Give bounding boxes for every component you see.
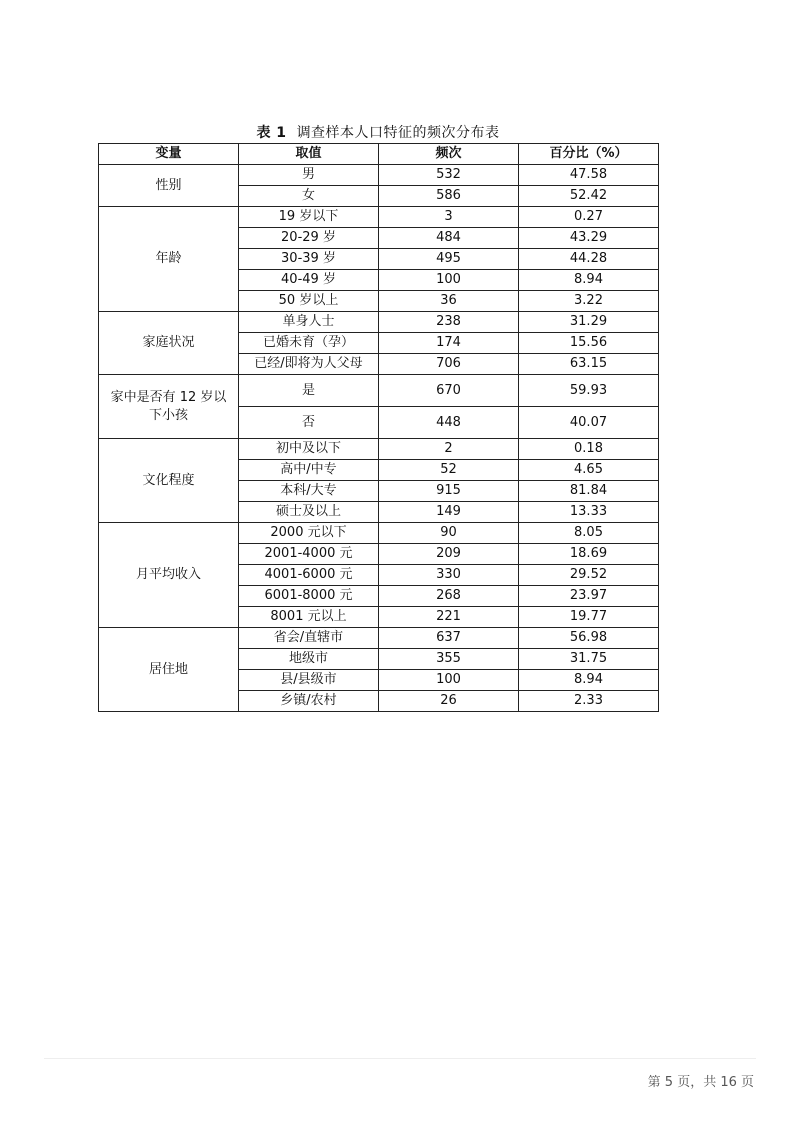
value-cell: 19 岁以下 (239, 207, 379, 228)
percent-cell: 3.22 (519, 291, 659, 312)
value-cell: 50 岁以上 (239, 291, 379, 312)
variable-cell: 性别 (99, 165, 239, 207)
table-title: 调查样本人口特征的频次分布表 (296, 125, 500, 141)
value-cell: 县/县级市 (239, 670, 379, 691)
percent-cell: 15.56 (519, 333, 659, 354)
count-cell: 90 (379, 523, 519, 544)
count-cell: 495 (379, 249, 519, 270)
percent-cell: 4.65 (519, 460, 659, 481)
count-cell: 238 (379, 312, 519, 333)
table-header-row (99, 144, 659, 165)
table-row (99, 628, 659, 649)
count-cell: 915 (379, 481, 519, 502)
table-row (99, 439, 659, 460)
value-cell: 省会/直辖市 (239, 628, 379, 649)
value-cell: 否 (239, 407, 379, 439)
table-row (99, 375, 659, 407)
table-row (99, 523, 659, 544)
value-cell: 已经/即将为人父母 (239, 354, 379, 375)
count-cell: 670 (379, 375, 519, 407)
percent-cell: 8.94 (519, 270, 659, 291)
header-count: 频次 (379, 144, 519, 165)
value-cell: 乡镇/农村 (239, 691, 379, 712)
percent-cell: 13.33 (519, 502, 659, 523)
value-cell: 6001-8000 元 (239, 586, 379, 607)
percent-cell: 29.52 (519, 565, 659, 586)
percent-cell: 40.07 (519, 407, 659, 439)
count-cell: 2 (379, 439, 519, 460)
count-cell: 484 (379, 228, 519, 249)
value-cell: 是 (239, 375, 379, 407)
percent-cell: 43.29 (519, 228, 659, 249)
value-cell: 已婚未育（孕） (239, 333, 379, 354)
count-cell: 100 (379, 270, 519, 291)
count-cell: 448 (379, 407, 519, 439)
percent-cell: 18.69 (519, 544, 659, 565)
count-cell: 532 (379, 165, 519, 186)
value-cell: 8001 元以上 (239, 607, 379, 628)
value-cell: 4001-6000 元 (239, 565, 379, 586)
count-cell: 221 (379, 607, 519, 628)
percent-cell: 23.97 (519, 586, 659, 607)
value-cell: 地级市 (239, 649, 379, 670)
value-cell: 男 (239, 165, 379, 186)
count-cell: 36 (379, 291, 519, 312)
count-cell: 26 (379, 691, 519, 712)
value-cell: 30-39 岁 (239, 249, 379, 270)
count-cell: 209 (379, 544, 519, 565)
frequency-table (98, 143, 659, 712)
count-cell: 100 (379, 670, 519, 691)
footer-divider (44, 1058, 756, 1059)
header-value: 取值 (239, 144, 379, 165)
page-number: 第 5 页，共 16 页 (647, 1075, 754, 1090)
percent-cell: 47.58 (519, 165, 659, 186)
value-cell: 本科/大专 (239, 481, 379, 502)
percent-cell: 44.28 (519, 249, 659, 270)
value-cell: 2001-4000 元 (239, 544, 379, 565)
value-cell: 2000 元以下 (239, 523, 379, 544)
count-cell: 706 (379, 354, 519, 375)
percent-cell: 31.29 (519, 312, 659, 333)
variable-cell: 月平均收入 (99, 523, 239, 628)
percent-cell: 59.93 (519, 375, 659, 407)
percent-cell: 56.98 (519, 628, 659, 649)
value-cell: 硕士及以上 (239, 502, 379, 523)
table-number: 表 1 (256, 125, 287, 141)
value-cell: 40-49 岁 (239, 270, 379, 291)
header-percent: 百分比（%） (519, 144, 659, 165)
table-body (99, 165, 659, 712)
count-cell: 586 (379, 186, 519, 207)
percent-cell: 63.15 (519, 354, 659, 375)
value-cell: 20-29 岁 (239, 228, 379, 249)
percent-cell: 19.77 (519, 607, 659, 628)
count-cell: 3 (379, 207, 519, 228)
count-cell: 637 (379, 628, 519, 649)
value-cell: 初中及以下 (239, 439, 379, 460)
table-row (99, 312, 659, 333)
count-cell: 149 (379, 502, 519, 523)
value-cell: 女 (239, 186, 379, 207)
table-caption (98, 122, 658, 142)
count-cell: 268 (379, 586, 519, 607)
count-cell: 52 (379, 460, 519, 481)
variable-cell: 居住地 (99, 628, 239, 712)
table-row (99, 165, 659, 186)
percent-cell: 0.27 (519, 207, 659, 228)
percent-cell: 81.84 (519, 481, 659, 502)
percent-cell: 8.94 (519, 670, 659, 691)
variable-cell: 文化程度 (99, 439, 239, 523)
value-cell: 单身人士 (239, 312, 379, 333)
count-cell: 174 (379, 333, 519, 354)
count-cell: 355 (379, 649, 519, 670)
variable-cell: 年龄 (99, 207, 239, 312)
percent-cell: 2.33 (519, 691, 659, 712)
header-variable: 变量 (99, 144, 239, 165)
count-cell: 330 (379, 565, 519, 586)
variable-cell: 家庭状况 (99, 312, 239, 375)
percent-cell: 0.18 (519, 439, 659, 460)
variable-cell: 家中是否有 12 岁以下小孩 (99, 375, 239, 439)
percent-cell: 31.75 (519, 649, 659, 670)
percent-cell: 8.05 (519, 523, 659, 544)
value-cell: 高中/中专 (239, 460, 379, 481)
percent-cell: 52.42 (519, 186, 659, 207)
table-row (99, 207, 659, 228)
